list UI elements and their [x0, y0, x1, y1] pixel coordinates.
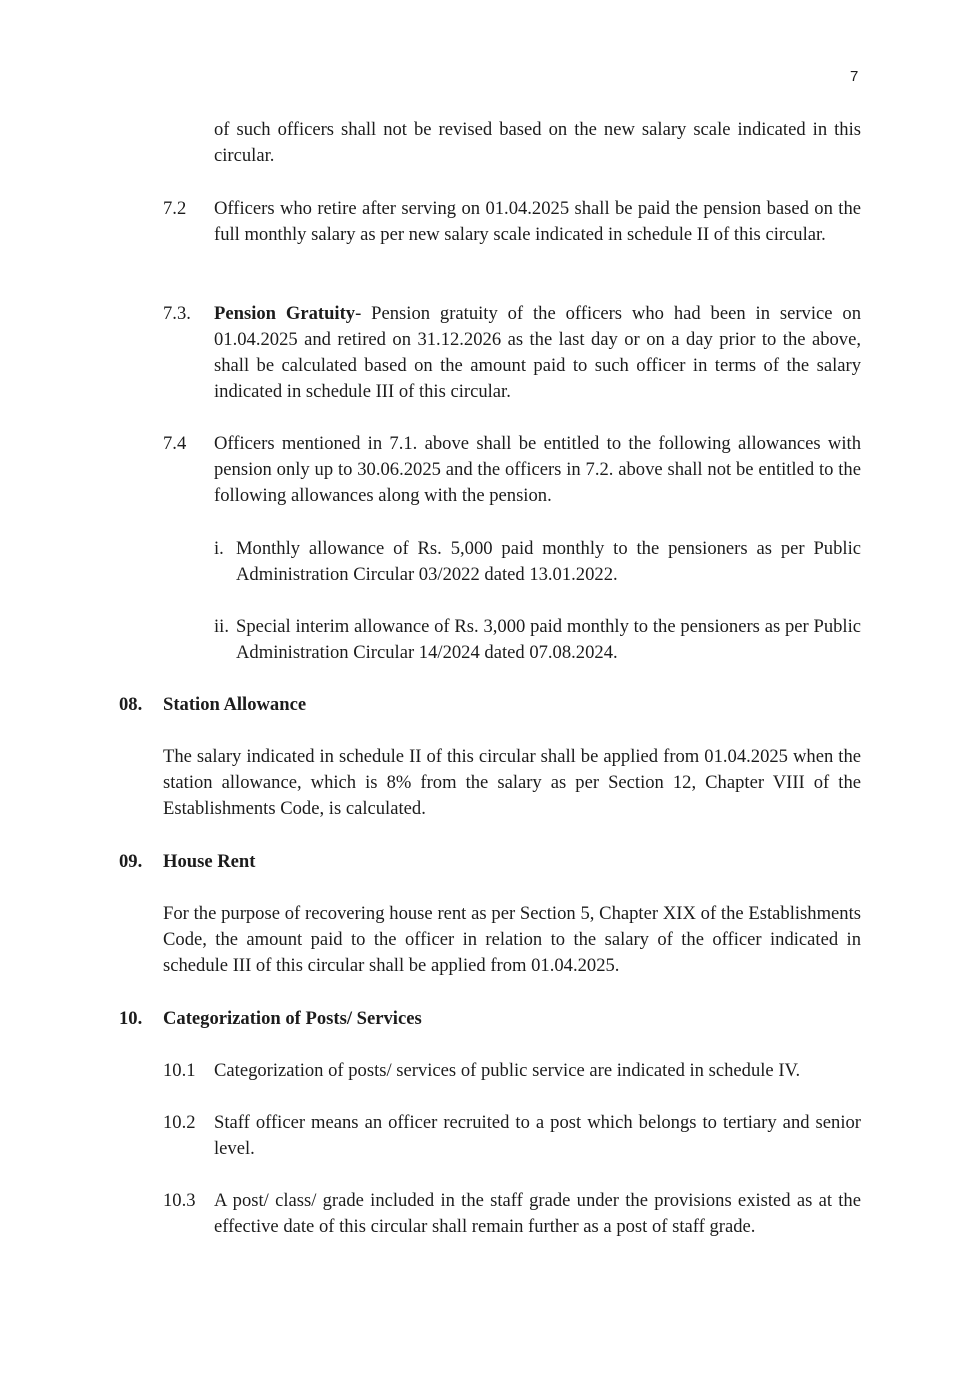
house-rent-paragraph: For the purpose of recovering house rent as per Section 5, Chapter XIX of the Establishments Code, the amount paid to the officer in relation to the salary of the officer indicated in schedule III of this circular shall be applied from 01.04.2025. [163, 903, 861, 976]
section-title-station-allowance: Station Allowance [163, 694, 307, 715]
item-text-7-3 [214, 301, 861, 405]
section-number-10: 10. [119, 1008, 143, 1029]
station-allowance-paragraph: The salary indicated in schedule II of this circular shall be applied from 01.04.2025 when the station allowance, which is 8% from the salary as per Section 12, Chapter VIII of the Establishments Code, is calculated. [163, 746, 861, 819]
section-number-09: 09. [119, 851, 143, 872]
pension-gratuity-text: - Pension gratuity of the officers who had been in service on 01.04.2025 and retired on 31.12.2026 as the last day or on a day prior to the above, shall be calculated based on the amount paid to such officer in terms of the salary indicated in schedule III of this circular. [214, 303, 861, 402]
continuation-paragraph: of such officers shall not be revised based on the new salary scale indicated in this circular. [214, 119, 861, 166]
subitem-number-ii: ii. [214, 616, 229, 637]
section-title-house-rent: House Rent [163, 851, 256, 872]
item-text-10-2: Staff officer means an officer recruited to a post which belongs to tertiary and senior level. [214, 1112, 861, 1159]
subitem-text-ii: Special interim allowance of Rs. 3,000 paid monthly to the pensioners as per Public Administration Circular 14/2024 dated 07.08.2024. [236, 616, 861, 663]
item-number-10-1: 10.1 [163, 1060, 196, 1081]
item-text-10-3: A post/ class/ grade included in the staff grade under the provisions existed as at the effective date of this circular shall remain further as a post of staff grade. [214, 1190, 861, 1237]
item-text-10-1: Categorization of posts/ services of public service are indicated in schedule IV. [214, 1060, 801, 1081]
page-number: 7 [850, 68, 859, 85]
item-number-7-3: 7.3. [163, 303, 191, 324]
pension-gratuity-label: Pension Gratuity [214, 303, 356, 324]
item-number-7-4: 7.4 [163, 433, 187, 454]
section-number-08: 08. [119, 694, 143, 715]
item-number-10-2: 10.2 [163, 1112, 196, 1133]
item-text-7-4: Officers mentioned in 7.1. above shall be entitled to the following allowances with pension only up to 30.06.2025 and the officers in 7.2. above shall not be entitled to the following allowances along with the pension. [214, 433, 861, 506]
item-number-7-2: 7.2 [163, 198, 187, 219]
item-text-7-2: Officers who retire after serving on 01.04.2025 shall be paid the pension based on the full monthly salary as per new salary scale indicated in schedule II of this circular. [214, 198, 861, 245]
section-title-categorization: Categorization of Posts/ Services [163, 1008, 422, 1029]
subitem-number-i: i. [214, 538, 224, 559]
subitem-text-i: Monthly allowance of Rs. 5,000 paid monthly to the pensioners as per Public Administration Circular 03/2022 dated 13.01.2022. [236, 538, 861, 585]
item-number-10-3: 10.3 [163, 1190, 196, 1211]
